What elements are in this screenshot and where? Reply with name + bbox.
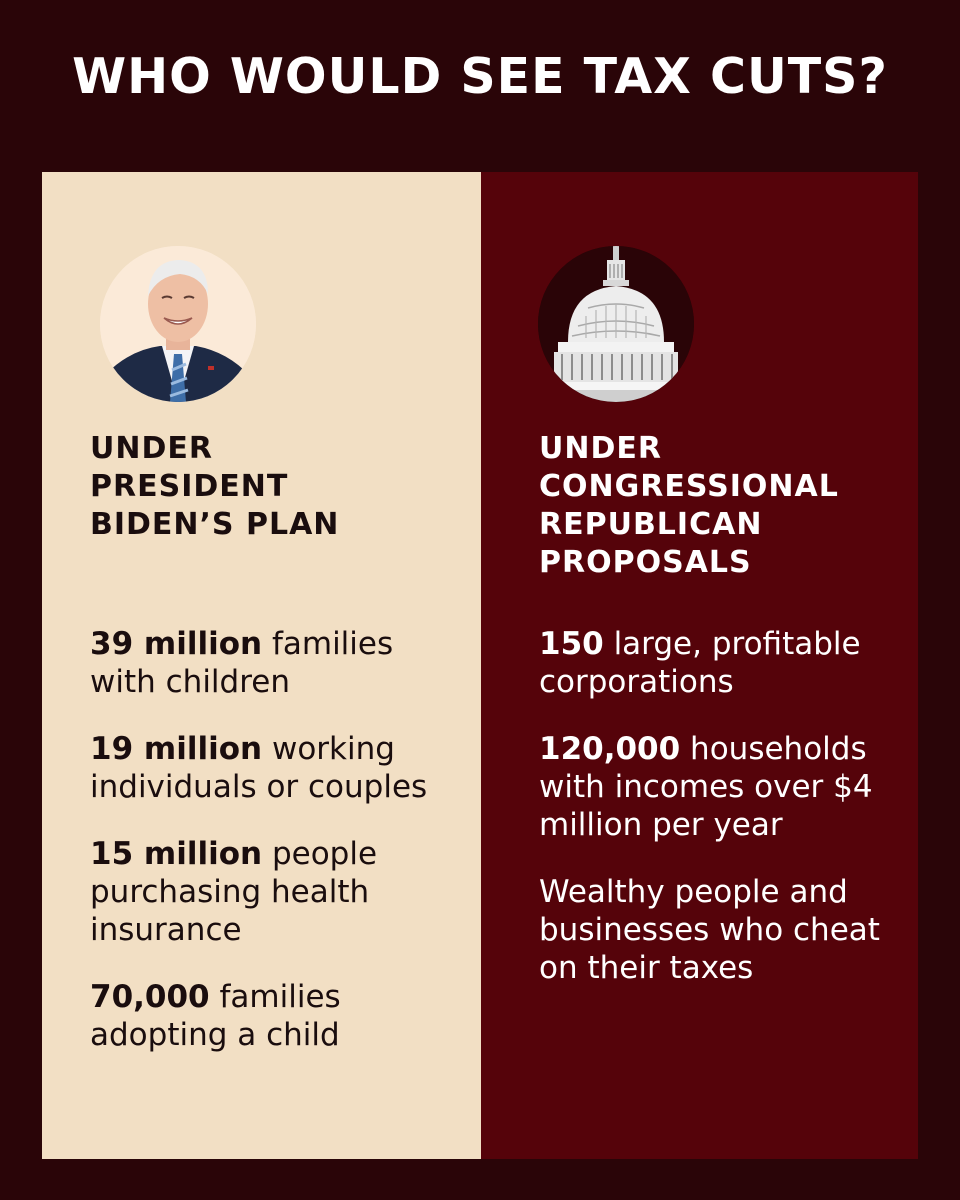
- fact-item: [90, 625, 460, 701]
- fact-number: 39 million: [90, 626, 263, 662]
- left-panel: [42, 172, 481, 1159]
- fact-text: people purchasing health insurance: [90, 836, 378, 948]
- fact-text: working individuals or couples: [90, 731, 428, 805]
- fact-number: 15 million: [90, 836, 263, 872]
- right-heading: [539, 430, 909, 582]
- heading-line: PROPOSALS: [539, 545, 752, 580]
- fact-item: [90, 835, 460, 949]
- fact-text: Wealthy people and businesses who cheat on their taxes: [539, 874, 880, 986]
- fact-item: [539, 730, 899, 844]
- heading-line: UNDER: [90, 431, 213, 466]
- portrait-image: [100, 246, 256, 402]
- left-heading: [90, 430, 470, 544]
- heading-line: BIDEN’S PLAN: [90, 507, 340, 542]
- fact-text: families with children: [90, 626, 394, 700]
- heading-line: UNDER: [539, 431, 662, 466]
- fact-number: 19 million: [90, 731, 263, 767]
- right-panel: [481, 172, 918, 1159]
- heading-line: PRESIDENT: [90, 469, 289, 504]
- left-facts-list: [90, 625, 460, 1083]
- fact-item: [539, 625, 899, 701]
- capitol-dome-image: [538, 246, 694, 402]
- fact-item: [90, 978, 460, 1054]
- fact-text: families adopting a child: [90, 979, 341, 1053]
- fact-number: 120,000: [539, 731, 681, 767]
- right-facts-list: [539, 625, 899, 1016]
- fact-number: 70,000: [90, 979, 210, 1015]
- heading-line: CONGRESSIONAL: [539, 469, 839, 504]
- fact-text: households with incomes over $4 million per year: [539, 731, 873, 843]
- fact-text: large, profitable corporations: [539, 626, 861, 700]
- fact-item: [539, 873, 899, 987]
- page-title: WHO WOULD SEE TAX CUTS?: [72, 48, 888, 105]
- fact-number: 150: [539, 626, 604, 662]
- heading-line: REPUBLICAN: [539, 507, 763, 542]
- fact-item: [90, 730, 460, 806]
